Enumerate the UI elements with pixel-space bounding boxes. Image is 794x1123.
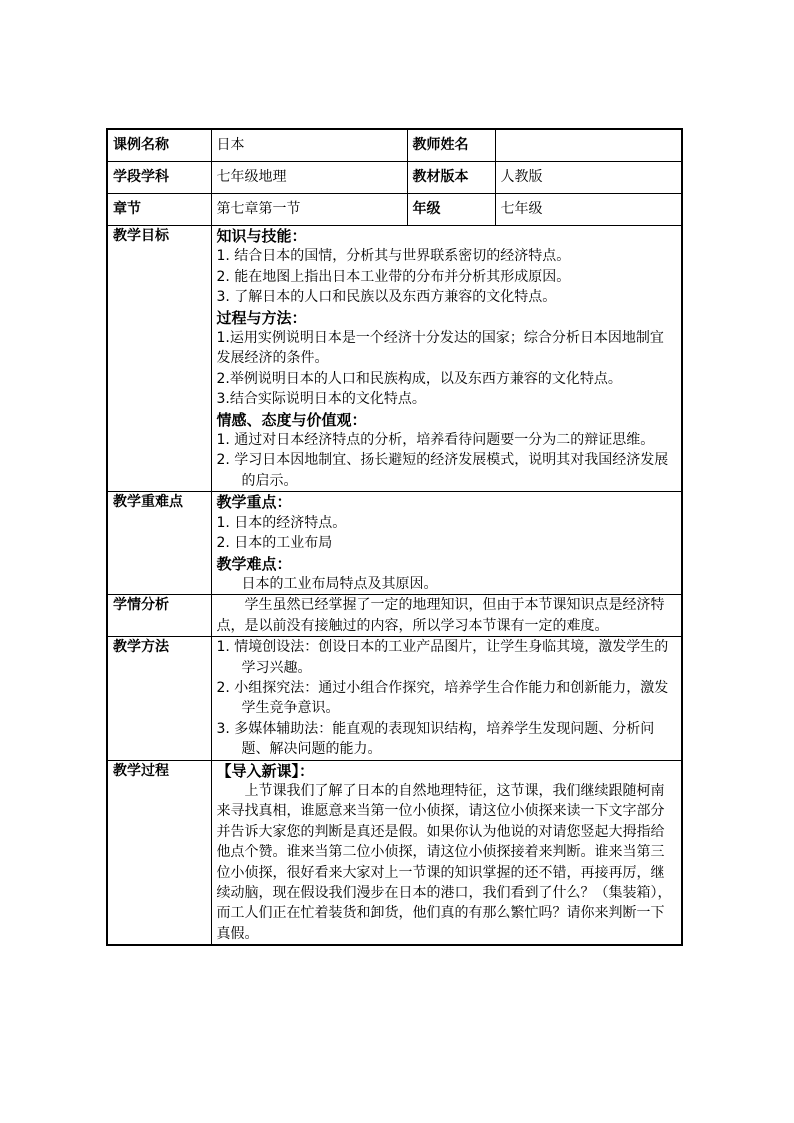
method-item: 2. 小组探究法：通过小组合作探究，培养学生合作能力和创新能力，激发学生竞争意识。 [216, 679, 669, 717]
analysis-label: 学情分析 [107, 595, 211, 637]
row-grade-subject [107, 162, 682, 194]
edition-value: 人教版 [495, 162, 682, 194]
row-process [107, 760, 682, 945]
focus-item: 2. 日本的工业布局 [216, 535, 333, 552]
process-item: 3.结合实际说明日本的文化特点。 [216, 391, 426, 408]
course-name-value: 日本 [211, 129, 407, 162]
difficulty-title: 教学难点： [216, 554, 292, 573]
objectives-label: 教学目标 [107, 226, 211, 492]
knowledge-item: 3. 了解日本的人口和民族以及东西方兼容的文化特点。 [216, 289, 557, 306]
course-name-label: 课例名称 [107, 129, 211, 162]
row-chapter [107, 194, 682, 226]
key-points-label: 教学重难点 [107, 492, 211, 595]
process-title: 过程与方法： [216, 308, 307, 327]
analysis-text: 学生虽然已经掌握了一定的地理知识，但由于本节课知识点是经济特点，是以前没有接触过的内容，所以学习本节课有一定的难度。 [216, 597, 665, 634]
process-label: 教学过程 [107, 760, 211, 945]
grade-subject-label: 学段学科 [107, 162, 211, 194]
row-methods [107, 637, 682, 760]
row-course [107, 129, 682, 162]
process-content [211, 760, 682, 945]
grade-value: 七年级 [495, 194, 682, 226]
focus-item: 1. 日本的经济特点。 [216, 514, 347, 531]
row-key-points [107, 492, 682, 595]
knowledge-title: 知识与技能： [216, 227, 307, 245]
objectives-content [211, 226, 682, 492]
teacher-value [495, 129, 682, 162]
focus-title: 教学重点： [216, 493, 292, 512]
lesson-plan-table [106, 128, 683, 946]
teacher-label: 教师姓名 [407, 129, 495, 162]
difficulty-item: 日本的工业布局特点及其原因。 [241, 575, 438, 592]
emotion-title: 情感、态度与价值观： [216, 410, 367, 429]
process-item: 2.举例说明日本的人口和民族构成，以及东西方兼容的文化特点。 [216, 370, 622, 387]
method-item: 1. 情境创设法：创设日本的工业产品图片，让学生身临其境，激发学生的学习兴趣。 [216, 639, 669, 676]
methods-content [211, 637, 682, 760]
row-objectives [107, 226, 682, 492]
grade-label: 年级 [407, 194, 495, 226]
chapter-label: 章节 [107, 194, 211, 226]
row-analysis [107, 595, 682, 637]
chapter-value: 第七章第一节 [211, 194, 407, 226]
analysis-content [211, 595, 682, 637]
intro-title: 【导入新课】： [216, 761, 315, 780]
knowledge-item: 2. 能在地图上指出日本工业带的分布并分析其形成原因。 [216, 268, 571, 285]
knowledge-item: 1. 结合日本的国情，分析其与世界联系密切的经济特点。 [216, 248, 571, 265]
key-points-content [211, 492, 682, 595]
edition-label: 教材版本 [407, 162, 495, 194]
emotion-item: 2. 学习日本因地制宜、扬长避短的经济发展模式，说明其对我国经济发展的启示。 [216, 452, 669, 489]
process-item: 1.运用实例说明日本是一个经济十分发达的国家；综合分析日本因地制宜发展经济的条件。 [216, 330, 664, 367]
grade-subject-value: 七年级地理 [211, 162, 407, 194]
emotion-item: 1. 通过对日本经济特点的分析，培养看待问题要一分为二的辩证思维。 [216, 432, 655, 449]
method-item: 3. 多媒体辅助法：能直观的表现知识结构，培养学生发现问题、分析问题、解决问题的能力。 [216, 720, 655, 758]
intro-text: 上节课我们了解了日本的自然地理特征，这节课，我们继续跟随柯南来寻找真相，谁愿意来当第一位小侦探，请这位小侦探来读一下文字部分并告诉大家您的判断是真还是假。如果你认为他说的对请您竖起大拇指给他点个赞。谁来当第二位小侦探，请这位小侦探接着来判断。谁来当第三位小侦探，很好看来大家对上一节课的知识掌握的还不错，再接再厉，继续动脑，现在假设我们漫步在日本的港口，我们看到了什么？（集装箱），而工人们正在忙着装货和卸货，他们真的有那么繁忙吗？请你来判断一下真假。 [216, 782, 672, 942]
methods-label: 教学方法 [107, 637, 211, 760]
